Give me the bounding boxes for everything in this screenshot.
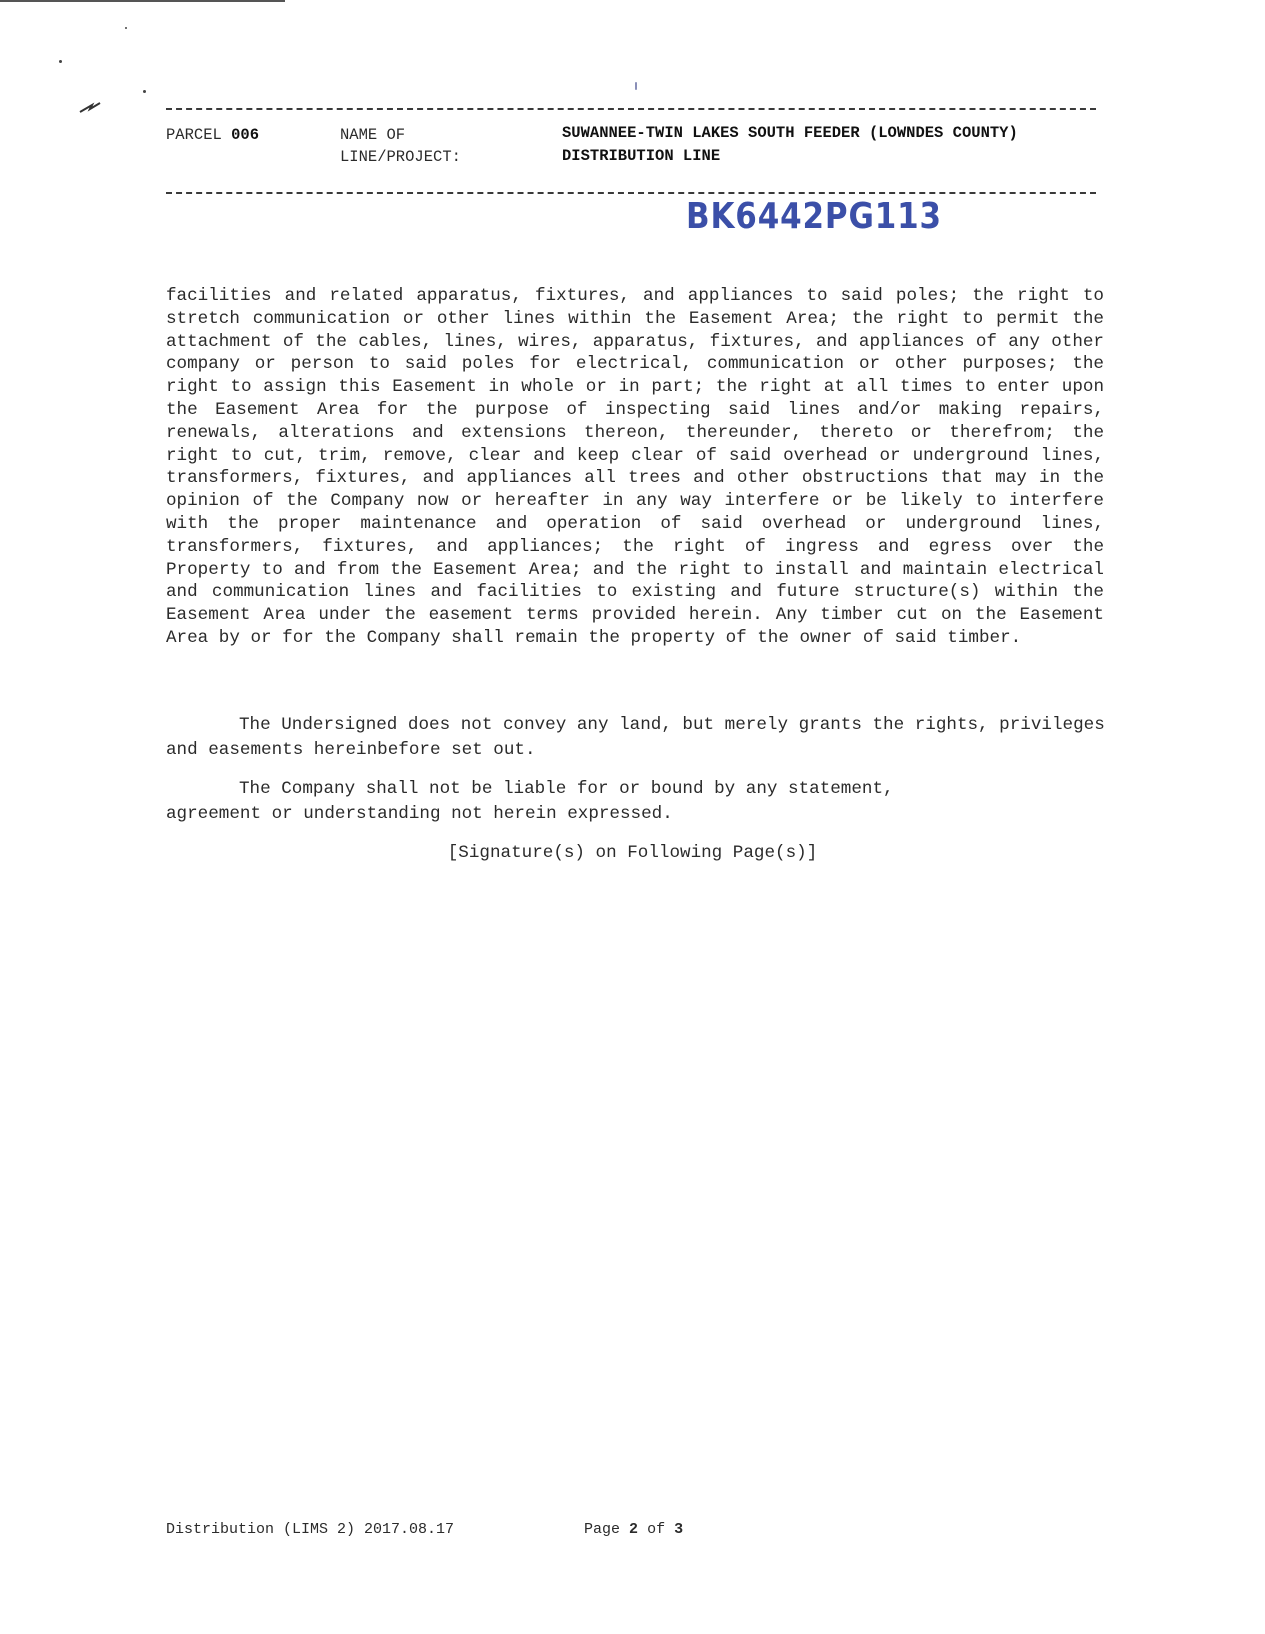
no-land-conveyed-paragraph: The Undersigned does not convey any land, but merely grants the rights, privileges and easements hereinbefore set out. [166,715,1105,760]
header-top-rule [166,108,1096,110]
scan-top-edge [0,0,285,2]
company-liability-line2: agreement or understanding not herein expressed. [166,804,673,824]
signature-note: [Signature(s) on Following Page(s)] [447,843,818,863]
project-name-line2: DISTRIBUTION LINE [562,147,721,165]
scan-speck [59,60,62,63]
company-liability-line1: The Company shall not be liable for or bound by any statement, [239,779,894,799]
scan-speck [635,82,637,90]
parcel-number: 006 [231,126,260,144]
project-name [562,122,1018,167]
form-identifier: Distribution (LIMS 2) 2017.08.17 [166,1521,455,1538]
header-bottom-rule [166,192,1096,194]
easement-rights-paragraph: facilities and related apparatus, fixtures, and appliances to said poles; the right to stretch communication or other lines within the Easement Area; the right to permit the attachment of the cables, lines, wires, apparatus, fixtures, and appliances of any other company or person to said poles for electrical, communication or other purposes; the right to assign this Easement in whole or in part; the right at all times to enter upon the Easement Area for the purpose of inspecting said lines and/or making repairs, renewals, alterations and extensions thereon, thereunder, thereto or therefrom; the right to cut, trim, remove, clear and keep clear of said overhead or underground lines, transformers, fixtures, and appliances all trees and other obstructions that may in the opinion of the Company now or hereafter in any way interfere or be likely to interfere with the proper maintenance and operation of said overhead or underground lines, transformers, fixtures, and appliances; the right of ingress and egress over the Property to and from the Easement Area; and the right to install and maintain electrical and communication lines and facilities to existing and future structure(s) within the Easement Area under the easement terms provided herein. Any timber cut on the Easement Area by or for the Company shall remain the property of the owner of said timber. [166,286,1104,648]
page-total: 3 [674,1521,684,1538]
pen-mark-icon [78,100,102,114]
page-word: Page [584,1521,621,1538]
page-of: of [647,1521,666,1538]
page-current: 2 [629,1521,639,1538]
parcel-label-text: PARCEL [166,126,222,144]
company-liability-paragraph [166,777,1106,827]
scan-speck [143,90,146,93]
line-project-label [340,124,461,168]
parcel-label [166,124,259,146]
book-page-stamp: BK6442PG113 [686,196,942,237]
line-project-label-line2: LINE/PROJECT: [340,148,461,166]
scan-speck [125,27,127,29]
page-number [584,1521,683,1538]
project-name-line1: SUWANNEE-TWIN LAKES SOUTH FEEDER (LOWNDES COUNTY) [562,124,1018,142]
line-project-label-line1: NAME OF [340,126,406,144]
